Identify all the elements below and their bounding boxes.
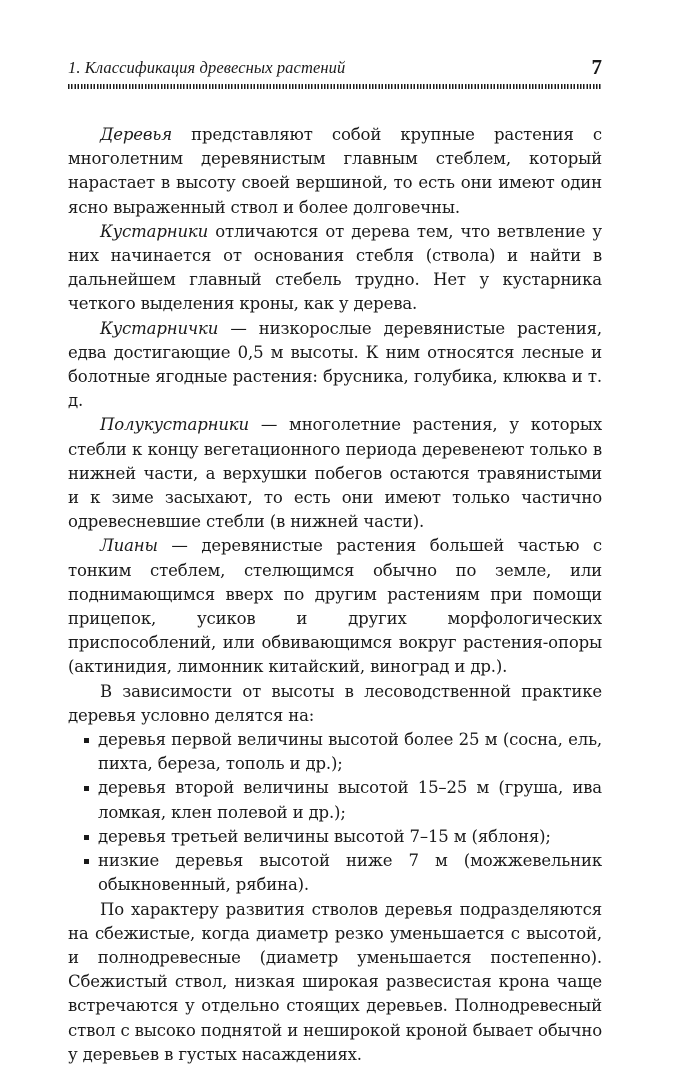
definition-shrubs: отличаются от дерева тем, что ветвление у них начинается от основания стебля (ствола) и найти в дальнейшем главный стебель трудно. Нет у кустарника четкого выделения кроны, как у дерева. [68,221,602,314]
term-dwarf-shrubs: Кустарнички [100,318,219,338]
definition-trees: представляют собой крупные растения с многолетним деревянистым главным стеблем, который нарастает в высоту своей вершиной, то есть они имеют один ясно выраженный ствол и более долговечны. [68,125,602,217]
paragraph-trunk-types: По характеру развития стволов деревья подразделяются на сбежистые, когда диаметр резко уменьшается с высотой, и полнодревесные (диаметр уменьшается постепенно). Сбежистый ствол, низкая широкая развесистая крона чаще встречаются у отдельно стоящих деревьев. Полнодревесный ствол с высоко поднятой и неширокой кроной бывает обычно у деревьев в густых насаждениях. [68,899,602,1064]
bullet-icon [84,859,89,864]
term-trees: Деревья [100,125,172,144]
list-item-text: деревья второй величины высотой 15–25 м (груша, ива ломкая, клен полевой и др.); [98,778,602,822]
definition-lianas: — деревянистые растения большей частью с тонким стеблем, стелющимся обычно по земле, или поднимающимся вверх по другим растениям при помощи прицепок, усиков и других морфологических приспособлений, или обвивающимся вокруг растения-опоры (актинидия, лимонник китайский, виноград и др.). [68,536,602,677]
list-item-text: деревья первой величины высотой более 25 м (сосна, ель, пихта, береза, тополь и др.); [98,730,602,774]
list-item [68,849,602,897]
paragraph-lianas [68,534,602,679]
list-item-text: низкие деревья высотой ниже 7 м (можжевельник обыкновенный, рябина). [98,851,602,895]
paragraph-height-intro: В зависимости от высоты в лесоводственной практике деревья условно делятся на: [68,681,602,725]
list-item [68,825,602,849]
term-subshrubs: Полукустарники [100,415,249,435]
height-classes-list [68,728,602,897]
chapter-title: 1. Классификация древесных растений [68,58,346,77]
list-item [68,728,602,776]
list-item [68,776,602,824]
bullet-icon [84,738,89,743]
running-header [68,55,602,80]
paragraph-trees [68,123,602,220]
definition-subshrubs: — многолетние растения, у которых стебли к концу вегетационного периода деревенеют только в нижней части, а верхушки побегов остаются травянистыми и к зиме засыхают, то есть они имеют только частично одревесневшие стебли (в нижней части). [68,415,602,532]
page-number: 7 [591,55,602,79]
header-rule [68,84,602,89]
bullet-icon [84,786,89,791]
body-text [68,123,602,1067]
term-shrubs: Кустарники [100,221,209,241]
list-item-text: деревья третьей величины высотой 7–15 м (яблоня); [98,826,551,846]
paragraph-dwarf-shrubs [68,317,602,414]
term-lianas: Лианы [100,536,158,556]
paragraph-subshrubs [68,413,602,534]
bullet-icon [84,835,89,840]
definition-dwarf-shrubs: — низкорослые деревянистые растения, едва достигающие 0,5 м высоты. К ним относятся лесные и болотные ягодные растения: брусника, голубика, клюква и т. д. [68,318,602,411]
paragraph-shrubs [68,220,602,317]
